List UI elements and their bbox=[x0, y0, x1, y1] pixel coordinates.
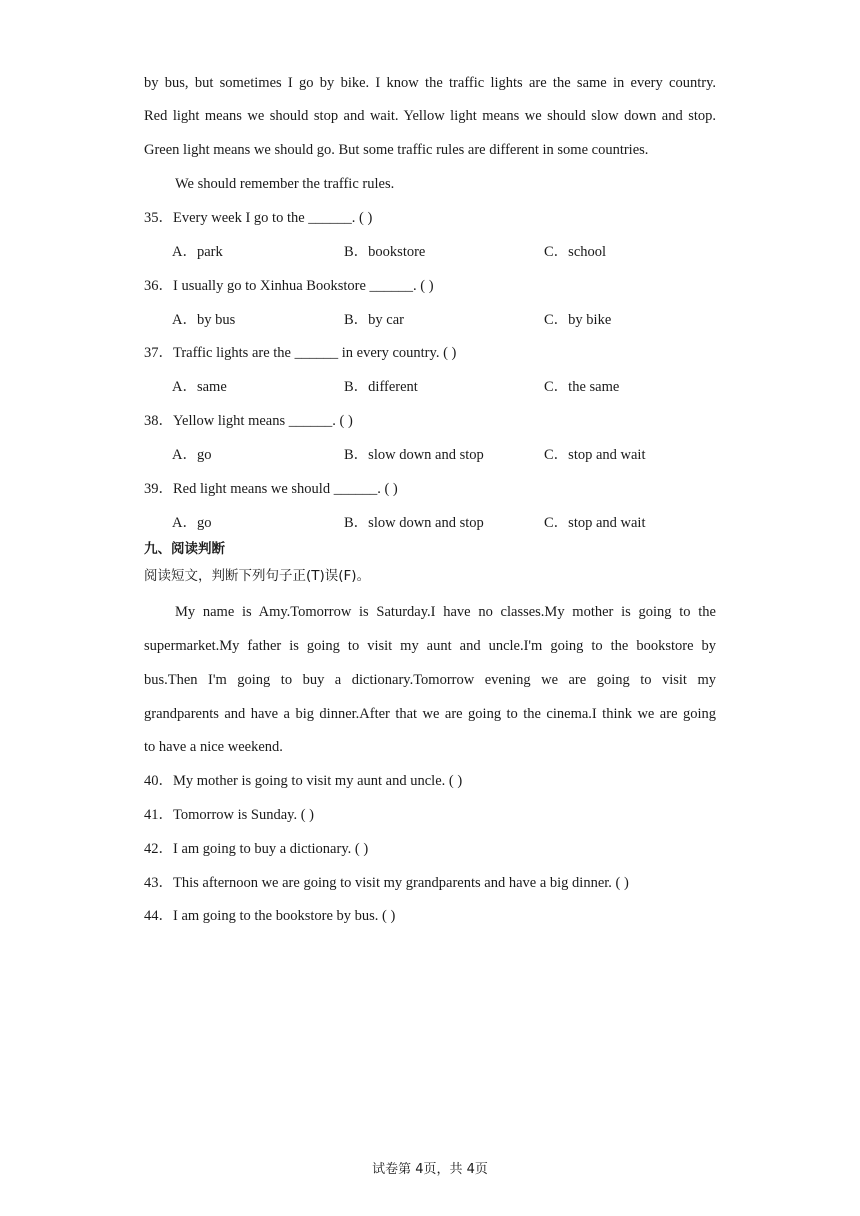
option-b[interactable]: B．different bbox=[344, 379, 418, 395]
statement-44: 44．I am going to the bookstore by bus. ( ) bbox=[144, 908, 396, 924]
option-b[interactable]: B．slow down and stop bbox=[344, 447, 484, 463]
option-a[interactable]: A．by bus bbox=[172, 312, 236, 328]
passage-2-line: bus.Then I'm going to buy a dictionary.Tomorrow evening we are going to visit my bbox=[144, 672, 716, 688]
passage-2-line: supermarket.My father is going to visit my aunt and uncle.I'm going to the bookstore by bbox=[144, 638, 716, 654]
passage-2-line: grandparents and have a big dinner.After that we are going to the cinema.I think we are going bbox=[144, 706, 716, 722]
question-stem: 38．Yellow light means ______. ( ) bbox=[144, 413, 353, 429]
section-instruction: 阅读短文，判断下列句子正(T)误(F)。 bbox=[144, 568, 371, 584]
statement-41: 41．Tomorrow is Sunday. ( ) bbox=[144, 807, 315, 823]
option-a[interactable]: A．park bbox=[172, 244, 223, 260]
statement-43: 43．This afternoon we are going to visit my grandparents and have a big dinner. ( ) bbox=[144, 875, 629, 891]
passage-2-line: to have a nice weekend. bbox=[144, 739, 283, 755]
question-stem: 35．Every week I go to the ______. ( ) bbox=[144, 210, 373, 226]
passage-1-line: We should remember the traffic rules. bbox=[175, 176, 395, 192]
option-c[interactable]: C．stop and wait bbox=[544, 447, 646, 463]
option-c[interactable]: C．school bbox=[544, 244, 607, 260]
passage-1-line: Red light means we should stop and wait. Yellow light means we should slow down and stop. bbox=[144, 108, 716, 124]
page-footer: 试卷第 4页，共 4页 bbox=[372, 1162, 488, 1177]
statement-40: 40．My mother is going to visit my aunt and uncle. ( ) bbox=[144, 773, 463, 789]
section-heading: 九、阅读判断 bbox=[144, 541, 225, 557]
question-stem: 37．Traffic lights are the ______ in every country. ( ) bbox=[144, 345, 457, 361]
passage-1-line: Green light means we should go. But some traffic rules are different in some countries. bbox=[144, 142, 649, 158]
option-b[interactable]: B．slow down and stop bbox=[344, 515, 484, 531]
option-a[interactable]: A．go bbox=[172, 515, 212, 531]
option-c[interactable]: C．by bike bbox=[544, 312, 612, 328]
option-b[interactable]: B．by car bbox=[344, 312, 404, 328]
passage-2-line: My name is Amy.Tomorrow is Saturday.I have no classes.My mother is going to the bbox=[175, 604, 716, 620]
statement-42: 42．I am going to buy a dictionary. ( ) bbox=[144, 841, 369, 857]
option-b[interactable]: B．bookstore bbox=[344, 244, 426, 260]
question-stem: 39．Red light means we should ______. ( ) bbox=[144, 481, 398, 497]
option-a[interactable]: A．same bbox=[172, 379, 227, 395]
option-c[interactable]: C．the same bbox=[544, 379, 620, 395]
passage-1-line: by bus, but sometimes I go by bike. I know the traffic lights are the same in every country. bbox=[144, 75, 716, 91]
option-a[interactable]: A．go bbox=[172, 447, 212, 463]
question-stem: 36．I usually go to Xinhua Bookstore ______. ( ) bbox=[144, 278, 434, 294]
option-c[interactable]: C．stop and wait bbox=[544, 515, 646, 531]
